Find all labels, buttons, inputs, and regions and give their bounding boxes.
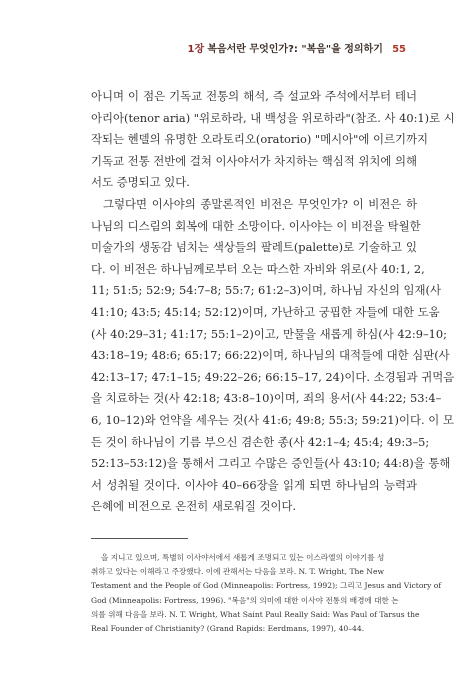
text-line: 아리아(tenor aria) "위로하라, 내 백성을 위로하라"(참조. 사 40:1)로 시 — [91, 110, 455, 125]
text-line: 6, 10–12)와 언약을 세우는 것(사 41:6; 49:8; 55:3; 59:21)이다. 이 모 — [91, 412, 454, 427]
chapter-label: 1장 — [187, 44, 205, 55]
text-line: 52:13–53:12)을 통해서 그리고 수많은 증인들(사 43:10; 44:8)을 통해 — [91, 456, 451, 471]
text-line: 미술가의 생동감 넘치는 색상들의 팔레트(palette)로 기술하고 있 — [91, 240, 417, 255]
text-line: 기독교 전통 전반에 걸쳐 이사야서가 차지하는 핵심적 위치에 의해 — [91, 153, 418, 168]
text-line: 43:18–19; 48:6; 65:17; 66:22)이며, 하나님의 대적들에 대한 심판(사 — [91, 348, 450, 363]
text-line: 11; 51:5; 52:9; 54:7–8; 55:7; 61:2–3)이며, 하나님 자신의 임재(사 — [91, 283, 441, 298]
text-line: (사 40:29–31; 41:17; 55:1–2)이고, 만물을 새롭게 하심(사 42:9–10; — [91, 326, 447, 341]
footnote-line: 을 지니고 있으며, 특별히 이사야서에서 새롭게 조명되고 있는 이스라엘의 이야기를 성 — [101, 553, 385, 562]
text-line: 그렇다면 이사야의 종말론적인 비전은 무엇인가? 이 비전은 하 — [103, 196, 417, 211]
text-line: 42:13–17; 47:1–15; 49:22–26; 66:15–17, 24)이다. 소경됨과 귀먹음 — [91, 369, 455, 384]
text-line: 서 성취될 것이다. 이사야 40–66장을 읽게 되면 하나님의 능력과 — [91, 477, 417, 492]
footnote-line: Real Founder of Christianity? (Grand Rapids: Eerdmans, 1997), 40–44. — [91, 623, 365, 633]
footnote-line: 의를 위해 다음을 보라. N. T. Wright, What Saint Paul Really Said: Was Paul of Tarsus the — [91, 609, 420, 619]
text-line: 나님의 디스림의 회복에 대한 소망이다. 이사야는 이 비전을 탁월한 — [91, 218, 421, 233]
chapter-title: 복음서란 무엇인가?: "복음"을 정의하기 — [207, 44, 383, 55]
footnote — [91, 551, 442, 636]
text-line: 41:10; 43:5; 45:14; 52:12)이며, 가난하고 궁핍한 자들에 대한 도움 — [91, 304, 440, 319]
page-number: 55 — [392, 44, 406, 55]
footnote-line: 취하고 있다는 이해라고 주장했다. 이에 관해서는 다음을 보라. N. T. Wright, The New — [91, 567, 384, 577]
footnote-line: God (Minneapolis: Fortress, 1996). "복음"의 의미에 대한 이사야 전통의 배경에 대한 논 — [91, 595, 399, 605]
text-line: 든 것이 하나님이 기름 부으신 겸손한 종(사 42:1–4; 45:4; 49:3–5; — [91, 434, 430, 449]
text-line: 작되는 헨델의 유명한 오라토리오(oratorio) "메시아"에 이르기까지 — [91, 132, 429, 147]
text-line: 을 치료하는 것(사 42:18; 43:8–10)이며, 죄의 용서(사 44:22; 53:4– — [91, 391, 442, 406]
text-line: 아니며 이 점은 기독교 전통의 해석, 즉 설교와 주석에서부터 테너 — [91, 89, 417, 103]
text-line: 다. 이 비전은 하나님께로부터 오는 따스한 자비와 위로(사 40:1, 2, — [91, 261, 425, 276]
text-line: 은혜에 비전으로 온전히 새로워질 것이다. — [91, 499, 297, 514]
footnote-line: Testament and the People of God (Minneapolis: Fortress, 1992); 그리고 Jesus and Victory of — [91, 581, 442, 591]
text-line: 서도 증명되고 있다. — [91, 175, 190, 190]
body-text — [91, 86, 455, 518]
footnote-divider — [91, 538, 188, 539]
running-header — [100, 40, 406, 55]
